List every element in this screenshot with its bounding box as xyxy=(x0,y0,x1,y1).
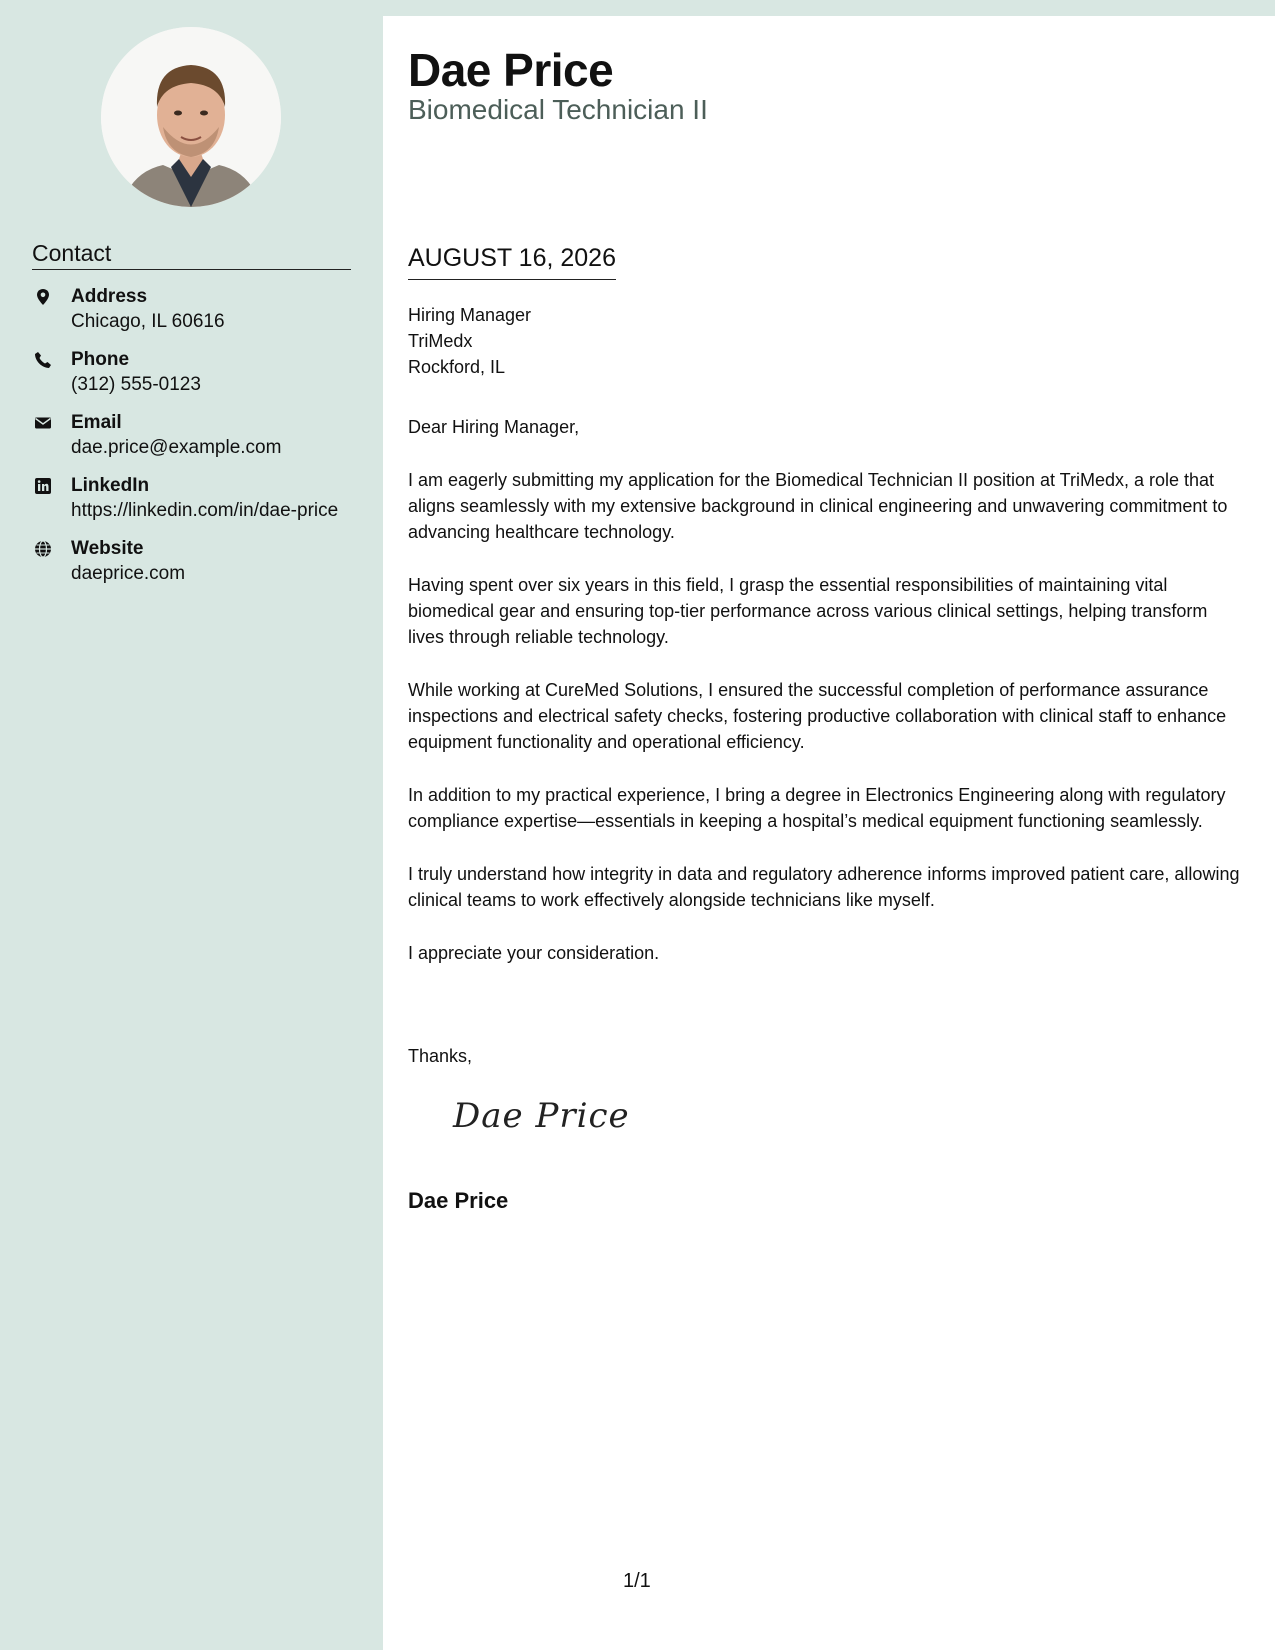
contact-heading: Contact xyxy=(32,240,351,270)
letter-body xyxy=(383,16,1275,1650)
website-link[interactable]: daeprice.com xyxy=(71,563,186,584)
job-title: Biomedical Technician II xyxy=(408,94,708,125)
letter-text xyxy=(408,414,1248,993)
paragraph: I appreciate your consideration. xyxy=(408,943,660,963)
recipient-line: TriMedx xyxy=(408,331,473,351)
sidebar xyxy=(0,0,383,1650)
page-number: 1/1 xyxy=(623,1570,651,1592)
linkedin-link[interactable]: https://linkedin.com/in/dae-price xyxy=(71,500,339,521)
contact-label: Address xyxy=(71,286,148,307)
linkedin-icon xyxy=(34,477,52,495)
contact-label: Email xyxy=(71,412,122,433)
contact-label: Phone xyxy=(71,349,130,370)
contact-label: LinkedIn xyxy=(71,475,150,496)
contact-list xyxy=(32,286,362,601)
paragraph: I truly understand how integrity in data and regulatory adherence informs improved patient care, allowing clinical teams to work effectively alongside technicians like myself. xyxy=(408,864,1240,910)
contact-value: Chicago, IL 60616 xyxy=(71,311,225,332)
phone-icon xyxy=(34,351,52,369)
contact-item-email xyxy=(32,412,362,475)
map-pin-icon xyxy=(34,288,52,306)
recipient-line: Rockford, IL xyxy=(408,357,506,377)
recipient-line: Hiring Manager xyxy=(408,305,532,325)
page-title: Dae Price xyxy=(408,44,614,96)
recipient-block xyxy=(408,302,531,380)
email-link[interactable]: dae.price@example.com xyxy=(71,437,282,458)
paragraph: In addition to my practical experience, I bring a degree in Electronics Engineering along with regulatory compliance expertise—essentials in keeping a hospital’s medical equipment functioning seamlessly. xyxy=(408,785,1226,831)
contact-item-website xyxy=(32,538,362,601)
envelope-icon xyxy=(34,414,52,432)
paragraph: Having spent over six years in this field, I grasp the essential responsibilities of maintaining vital biomedical gear and ensuring top-tier performance across various clinical settings, helping transform lives through reliable technology. xyxy=(408,575,1208,647)
contact-item-address xyxy=(32,286,362,349)
paragraph: I am eagerly submitting my application for the Biomedical Technician II position at TriMedx, a role that aligns seamlessly with my extensive background in clinical engineering and unwavering commitment to advancing healthcare technology. xyxy=(408,470,1228,542)
contact-label: Website xyxy=(71,538,144,559)
avatar xyxy=(101,27,281,207)
paragraph: While working at CureMed Solutions, I ensured the successful completion of performance assurance inspections and electrical safety checks, fostering productive collaboration with clinical staff to enhance equipment functionality and operational efficiency. xyxy=(408,680,1227,752)
contact-item-phone xyxy=(32,349,362,412)
signed-name: Dae Price xyxy=(408,1188,509,1213)
salutation: Dear Hiring Manager, xyxy=(408,417,580,437)
contact-value: (312) 555-0123 xyxy=(71,374,201,395)
closing: Thanks, xyxy=(408,1046,473,1066)
signature: Dae Price xyxy=(453,1096,630,1136)
contact-item-linkedin xyxy=(32,475,362,538)
letter-date: AUGUST 16, 2026 xyxy=(408,244,616,280)
globe-icon xyxy=(34,540,52,558)
